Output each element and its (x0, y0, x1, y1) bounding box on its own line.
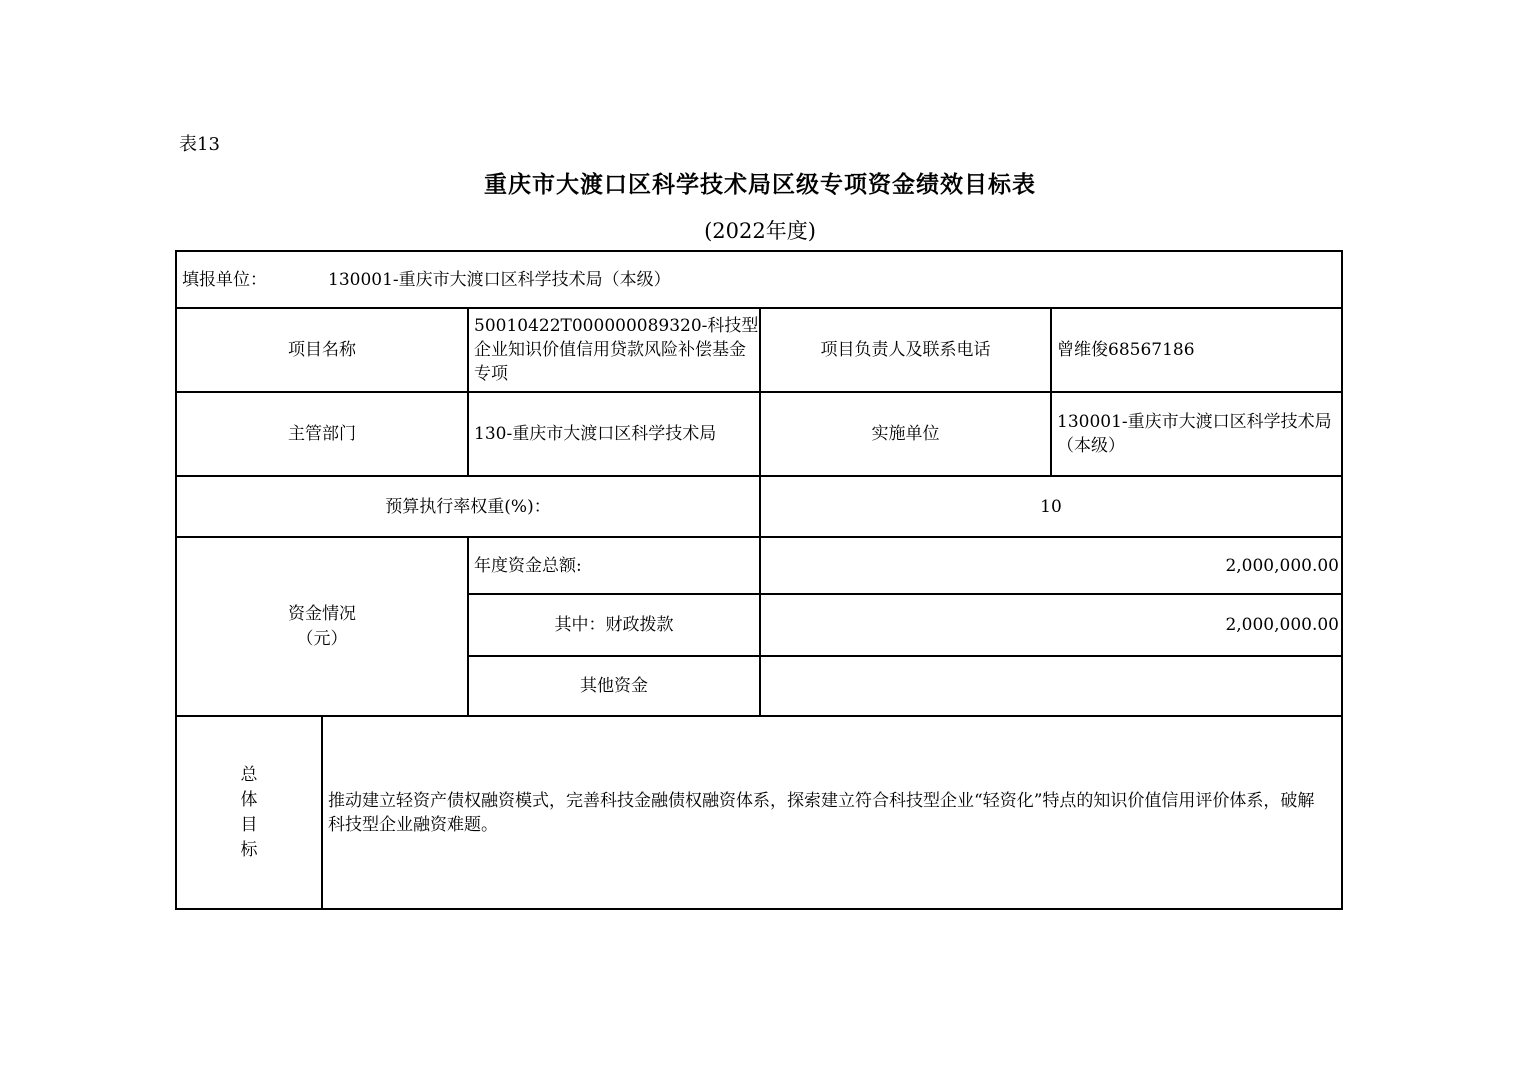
annual-total-label: 年度资金总额: (474, 555, 582, 576)
table-number: 表13 (179, 134, 220, 155)
goal-char: 目 (240, 814, 258, 835)
budget-weight-value: 10 (1040, 496, 1062, 517)
reporting-unit-value: 130001-重庆市大渡口区科学技术局（本级） (328, 269, 671, 290)
overall-goal-label (177, 717, 321, 908)
funds-title: 资金情况 (288, 603, 356, 624)
project-name-label: 项目名称 (288, 340, 356, 360)
budget-weight-label: 预算执行率权重(%)： (385, 496, 551, 517)
document-year: (2022年度) (704, 219, 816, 243)
implementing-unit-label: 实施单位 (871, 424, 940, 444)
fiscal-appropriation-label: 其中：财政拨款 (554, 615, 674, 635)
overall-goal-text: 推动建立轻资产债权融资模式，完善科技金融债权融资体系，探索建立符合科技型企业“轻资化”特点的知识价值信用评价体系，破解科技型企业融资难题。 (328, 790, 1315, 835)
document-title: 重庆市大渡口区科学技术局区级专项资金绩效目标表 (484, 172, 1036, 198)
fiscal-appropriation-value: 2,000,000.00 (1225, 615, 1339, 635)
funds-unit: （元） (296, 628, 348, 649)
project-contact-value: 曾维俊68567186 (1057, 340, 1195, 360)
goal-char: 标 (240, 839, 258, 860)
implementing-unit-value: 130001-重庆市大渡口区科学技术局（本级） (1057, 412, 1332, 456)
other-funds-value (761, 657, 1341, 715)
funds-label (177, 538, 467, 715)
project-contact-label: 项目负责人及联系电话 (820, 340, 991, 360)
annual-total-value: 2,000,000.00 (1225, 555, 1339, 576)
other-funds-label: 其他资金 (580, 676, 648, 696)
department-label: 主管部门 (288, 424, 356, 444)
reporting-unit-label: 填报单位： (182, 269, 267, 290)
reporting-unit-row (177, 252, 1341, 307)
project-name-value: 50010422T000000089320-科技型企业知识价值信用贷款风险补偿基金专项 (474, 316, 759, 384)
goal-char: 体 (240, 789, 258, 810)
department-value: 130-重庆市大渡口区科学技术局 (474, 424, 717, 444)
goal-char: 总 (240, 764, 258, 785)
